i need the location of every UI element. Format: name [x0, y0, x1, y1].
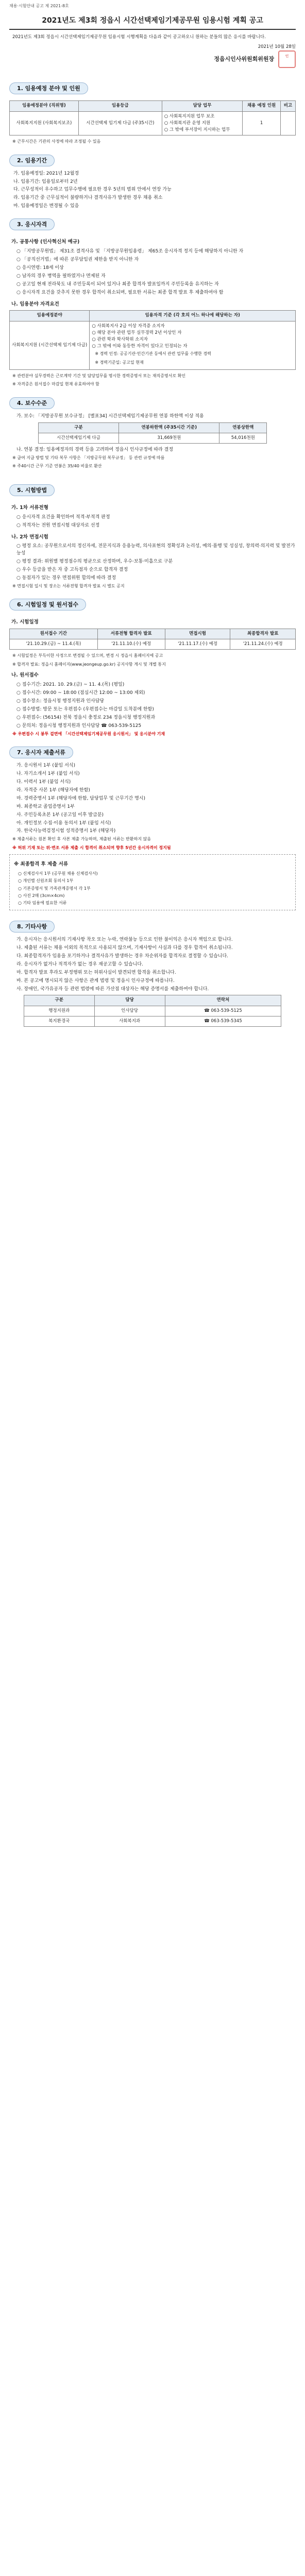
- list-item: ○ 우수 등급을 받은 자 중 고득점자 순으로 합격자 결정: [16, 567, 128, 573]
- official-seal: 인: [278, 50, 296, 68]
- contact-cell: 복지환경국: [24, 1016, 94, 1026]
- qual-note: ※ 관련분야 실무경력은 근로계약 기간 및 담당업무를 명시한 경력증명서 또는 재직증명서로 확인: [12, 374, 186, 379]
- list-item: ○ 신체검사서 1부 (공무원 채용 신체검사서): [18, 871, 98, 876]
- list-item: 나. 자기소개서 1부 (붙임 서식): [16, 771, 80, 776]
- list-item: 가. 응시자는 응시원서의 기재사항 착오 또는 누락, 연락불능 등으로 인한 불이익은 응시자 책임으로 합니다.: [16, 937, 233, 942]
- contact-table: [24, 995, 281, 1027]
- list-item: 나. 제출된 서류는 채용 이외의 목적으로 사용되지 않으며, 기재사항이 사실과 다를 경우 합격이 취소됩니다.: [16, 945, 233, 951]
- docs-note: ※ 제출서류는 원본 확인 후 사본 제출 가능하며, 제출된 서류는 반환하지 않음: [12, 837, 151, 842]
- pay-type: 시간선택제임기제 다급: [38, 433, 119, 443]
- application-warning: ※ 우편접수 시 봉투 겉면에 「시간선택제임기제공무원 응시원서」 및 응시분야 기재: [12, 731, 165, 736]
- recruit-count: 1: [243, 111, 281, 135]
- schedule-table: [9, 629, 296, 650]
- docs-list: [16, 762, 296, 835]
- table-row: [10, 639, 296, 650]
- qual-header-field: 임용예정분야: [10, 311, 90, 321]
- list-item: ○ 접수방법: 방문 또는 우편접수 (우편접수는 마감일 도착분에 한함): [16, 706, 154, 712]
- list-item: ○ 평정 결과: 위원별 평정점수의 평균으로 산정하며, 우수·보통·미흡으로 구분: [16, 559, 173, 565]
- list-item: ○ 평정 요소: 공무원으로서의 정신자세, 전문지식과 응용능력, 의사표현의 정확성과 논리성, 예의·품행 및 성실성, 창의력·의지력 및 발전가능성: [16, 544, 295, 556]
- intro-text: 2021년도 제3회 정읍시 시간선택제임기제공무원 임용시험 시행계획을 다음과 같이 공고하오니 원하는 분들의 많은 응시를 바랍니다.: [12, 35, 266, 40]
- list-item: ○ 기타 임용에 필요한 서류: [18, 901, 67, 906]
- contact-header: 연락처: [165, 995, 281, 1006]
- org-name: 정읍시인사위원회위원장: [214, 56, 275, 63]
- recruit-header-duties: 담당 업무: [162, 101, 243, 111]
- duty-item: ○ 그 밖에 부서장이 지시하는 업무: [164, 127, 230, 132]
- schedule-cell: '21.10.29.(금) ~ 11.4.(목): [10, 639, 98, 650]
- term-list: [13, 171, 296, 211]
- recruit-footnote: ※ 근무시간은 기관의 사정에 따라 조정될 수 있음: [12, 139, 101, 144]
- qual-field-heading: 나. 임용분야 자격요건: [11, 301, 59, 307]
- pay-note: ※ 주40시간 근무 기준 연봉은 35/40 비율로 환산: [12, 464, 102, 469]
- recruit-table: [9, 100, 296, 135]
- schedule-header: 서류전형 합격자 발표: [97, 629, 165, 639]
- criteria-item: ○ 그 밖에 이와 동등한 자격이 있다고 인정되는 자: [92, 344, 188, 349]
- criteria-note: ※ 경력기준일: 공고일 현재: [95, 360, 144, 365]
- schedule-note: ※ 합격자 발표: 정읍시 홈페이지(www.jeongeup.go.kr) 공지사항 게시 및 개별 통지: [12, 662, 166, 667]
- notice-page: [0, 0, 305, 1042]
- criteria-item: ○ 사회복지사 2급 이상 자격증 소지자: [92, 323, 165, 329]
- contact-cell: 인사담당: [94, 1006, 165, 1016]
- table-row: [24, 1016, 281, 1026]
- list-item: ○ 적격자는 전원 면접시험 대상자로 선정: [16, 522, 100, 528]
- section-term-title: 2. 임용기간: [9, 155, 55, 166]
- schedule-cell: '21.11.10.(수) 예정: [97, 639, 165, 650]
- recruit-header-grade: 임용등급: [78, 101, 162, 111]
- list-item: ○ 「공직선거법」에 따른 공무담임권 제한을 받지 아니한 자: [16, 257, 139, 262]
- recruit-duties: [162, 111, 243, 135]
- list-item: 아. 개인정보 수집·이용 동의서 1부 (붙임 서식): [16, 820, 111, 826]
- final-docs-list: [18, 871, 291, 907]
- list-item: ○ 우편접수: (56154) 전북 정읍시 충정로 234 정읍시청 행정지원과: [16, 715, 156, 720]
- criteria-item: ○ 해당 분야 관련 업무 실무경력 2년 이상인 자: [92, 330, 182, 335]
- issuing-org: [9, 50, 296, 68]
- pay-table: [38, 422, 267, 444]
- list-item: 마. 합격자 발표 후라도 부정행위 또는 허위사실이 발견되면 합격을 취소합니다.: [16, 970, 176, 975]
- contact-header: 구분: [24, 995, 94, 1006]
- list-item: ○ 사진 2매 (3cm×4cm): [18, 893, 65, 899]
- pay-header-min: 연봉하한액 (주35시간 기준): [119, 422, 219, 433]
- list-item: 나. 임용기간: 임용일로부터 2년: [13, 179, 78, 184]
- list-item: 라. 자격증 사본 1부 (해당자에 한함): [16, 787, 90, 793]
- list-item: 사. 장애인, 국가유공자 등 관련 법령에 따른 가산점 대상자는 해당 증명서를 제출하여야 합니다.: [16, 986, 209, 992]
- list-item: 다. 최종합격자가 임용을 포기하거나 결격사유가 발생하는 경우 차순위자를 합격자로 결정할 수 있습니다.: [16, 953, 229, 959]
- list-item: 마. 경력증명서 1부 (해당자에 한함, 담당업무 및 근무기간 명시): [16, 795, 146, 801]
- table-row: [10, 321, 296, 369]
- criteria-item: ○ 관련 학과 학사학위 소지자: [92, 336, 148, 342]
- contact-cell: 사회복지과: [94, 1016, 165, 1026]
- list-item: ○ 접수장소: 정읍시청 행정지원과 인사담당: [16, 698, 105, 704]
- pay-header-type: 구분: [38, 422, 119, 433]
- pay-min: 31,669천원: [119, 433, 219, 443]
- schedule-note: ※ 시험일정은 부득이한 사정으로 변경될 수 있으며, 변경 시 정읍시 홈페이지에 공고: [12, 653, 163, 658]
- contact-cell: ☎ 063-539-5125: [165, 1006, 281, 1016]
- application-heading: 나. 원서접수: [11, 672, 39, 679]
- pay-note: ※ 급여 지급 방법 및 기타 복무 사항은 「지방공무원 복무규정」 등 관련 규정에 따름: [12, 455, 165, 461]
- recruit-field: 사회복지지원 (사회복지보조): [10, 111, 79, 135]
- duty-item: ○ 사회복지관 운영 지원: [164, 120, 211, 126]
- application-list: [16, 682, 296, 730]
- qual-field: 사회복지지원 (시간선택제 임기제 다급): [10, 321, 90, 369]
- list-item: 바. 본 공고에 명시되지 않은 사항은 관계 법령 및 정읍시 인사규정에 따릅니다.: [16, 978, 175, 984]
- recruit-note: [280, 111, 295, 135]
- final-docs-heading: ※ 최종합격 후 제출 서류: [14, 861, 69, 868]
- list-item: 바. 최종학교 졸업증명서 1부: [16, 804, 75, 809]
- list-item: ○ 동점자가 있는 경우 면접위원 합의에 따라 결정: [16, 575, 116, 581]
- docs-note: ※ 허위 기재 또는 위·변조 서류 제출 시 합격이 취소되며 향후 5년간 응시자격이 정지됨: [12, 845, 171, 850]
- contact-cell: 행정지원과: [24, 1006, 94, 1016]
- list-item: 다. 이력서 1부 (붙임 서식): [16, 779, 71, 785]
- section-qual-title: 3. 응시자격: [9, 218, 55, 230]
- contact-cell: ☎ 063-539-5345: [165, 1016, 281, 1026]
- method-interview-heading: 나. 2차 면접시험: [11, 534, 48, 540]
- section-schedule-title: 6. 시험일정 및 원서접수: [9, 599, 86, 611]
- section-etc-title: 8. 기타사항: [9, 921, 55, 933]
- notice-date: 2021년 10월 28일: [258, 44, 296, 50]
- list-item: ○ 개인별 신원조회 동의서 1부: [18, 878, 74, 884]
- list-item: 자. 한국사능력검정시험 성적증명서 1부 (해당자): [16, 828, 116, 834]
- qual-table: [9, 310, 296, 370]
- section-docs-title: 7. 응시자 제출서류: [9, 747, 73, 758]
- section-pay-title: 4. 보수수준: [9, 397, 55, 409]
- table-row: [38, 433, 267, 443]
- list-item: ○ 접수시간: 09:00 ~ 18:00 (점심시간 12:00 ~ 13:00 제외): [16, 690, 145, 696]
- criteria-note: ※ 경력 인정: 공공기관·민간기관 등에서 관련 업무를 수행한 경력: [95, 351, 211, 357]
- list-item: 다. 근무성적이 우수하고 업무수행에 필요한 경우 5년의 범위 안에서 연장 가능: [13, 187, 172, 193]
- qual-criteria: [90, 321, 296, 369]
- etc-list: [16, 937, 296, 993]
- method-doc-heading: 가. 1차 서류전형: [11, 504, 48, 511]
- list-item: 라. 임용기간 중 근무실적이 불량하거나 결격사유가 발생한 경우 채용 취소: [13, 195, 163, 201]
- list-item: ○ 응시자격 요건을 갖추지 못한 경우 합격이 취소되며, 필요한 서류는 최종 합격 발표 후 제출하여야 함: [16, 290, 224, 295]
- section-method-title: 5. 시험방법: [9, 484, 55, 496]
- list-item: ○ 접수기간: 2021. 10. 29.(금) ~ 11. 4.(목) (평일): [16, 682, 125, 687]
- schedule-cell: '21.11.17.(수) 예정: [165, 639, 230, 650]
- schedule-heading: 가. 시험일정: [11, 619, 39, 625]
- qual-header-criteria: 임용자격 기준 (각 호의 어느 하나에 해당하는 자): [90, 311, 296, 321]
- list-item: 가. 응시원서 1부 (붙임 서식): [16, 762, 75, 768]
- list-item: ○ 응시연령: 18세 이상: [16, 265, 64, 270]
- qual-common-heading: 가. 공통사항 (인사혁신처 예규): [11, 239, 80, 245]
- pay-max: 54,016천원: [219, 433, 267, 443]
- list-item: 마. 임용예정일은 변경될 수 있음: [13, 204, 79, 209]
- recruit-header-field: 임용예정분야 (직위명): [10, 101, 79, 111]
- qual-note: ※ 자격증은 원서접수 마감일 현재 유효하여야 함: [12, 382, 99, 387]
- contact-header: 담당: [94, 995, 165, 1006]
- section-recruit-title: 1. 임용예정 분야 및 인원: [9, 82, 88, 94]
- list-item: ○ 응시자격 요건을 확인하여 적격·부적격 판정: [16, 514, 110, 520]
- pay-intro: 가. 보수: 「지방공무원 보수규정」 [별표34] 시간선택제임기제공무원 연봉 하한액 이상 적용: [16, 413, 204, 419]
- schedule-header: 원서접수 기간: [10, 629, 98, 639]
- doc-meta: 채용·시험안내 공고 제 2021-8호: [9, 4, 69, 8]
- schedule-header: 최종합격자 발표: [230, 629, 296, 639]
- qual-common-list: [16, 248, 296, 297]
- pay-note: 나. 연봉 결정: 임용예정자의 경력 등을 고려하여 정읍시 인사규정에 따라 결정: [16, 447, 174, 453]
- list-item: ○ 남자의 경우 병역을 필하였거나 면제된 자: [16, 273, 106, 279]
- list-item: ○ 「지방공무원법」 제31조 결격사유 및 「지방공무원임용령」 제65조 응시자격 정지 등에 해당하지 아니한 자: [16, 249, 244, 255]
- pay-header-max: 연봉상한액: [219, 422, 267, 433]
- recruit-header-note: 비고: [280, 101, 295, 111]
- method-note: ※ 면접시험 일시 및 장소는 서류전형 합격자 발표 시 별도 공지: [12, 583, 125, 588]
- method-doc-list: [16, 514, 296, 530]
- table-row: [10, 111, 296, 135]
- list-item: 사. 주민등록초본 1부 (공고일 이후 발급분): [16, 812, 104, 818]
- list-item: 라. 응시자가 없거나 적격자가 없는 경우 재공고할 수 있습니다.: [16, 961, 143, 967]
- duty-item: ○ 사회복지지원 업무 보조: [164, 113, 215, 119]
- schedule-cell: '21.11.24.(수) 예정: [230, 639, 296, 650]
- list-item: ○ 문의처: 정읍시청 행정지원과 인사담당 ☎ 063-539-5125: [16, 723, 142, 728]
- final-docs-box: [9, 854, 296, 910]
- page-title: 2021년도 제3회 정읍시 시간선택제임기제공무원 임용시험 계획 공고: [9, 12, 296, 30]
- list-item: 가. 임용예정일: 2021년 12월경: [13, 171, 79, 176]
- recruit-header-count: 채용 예정 인원: [243, 101, 281, 111]
- list-item: ○ 기본증명서 및 가족관계증명서 각 1부: [18, 886, 91, 891]
- schedule-header: 면접시험: [165, 629, 230, 639]
- recruit-grade: 시간선택제 임기제 다급 (주35시간): [78, 111, 162, 135]
- method-interview-list: [16, 543, 296, 582]
- table-row: [24, 1006, 281, 1016]
- list-item: ○ 공고일 현재 전라북도 내 주민등록이 되어 있거나 최종 합격자 발표일까지 주민등록을 유지하는 자: [16, 281, 219, 287]
